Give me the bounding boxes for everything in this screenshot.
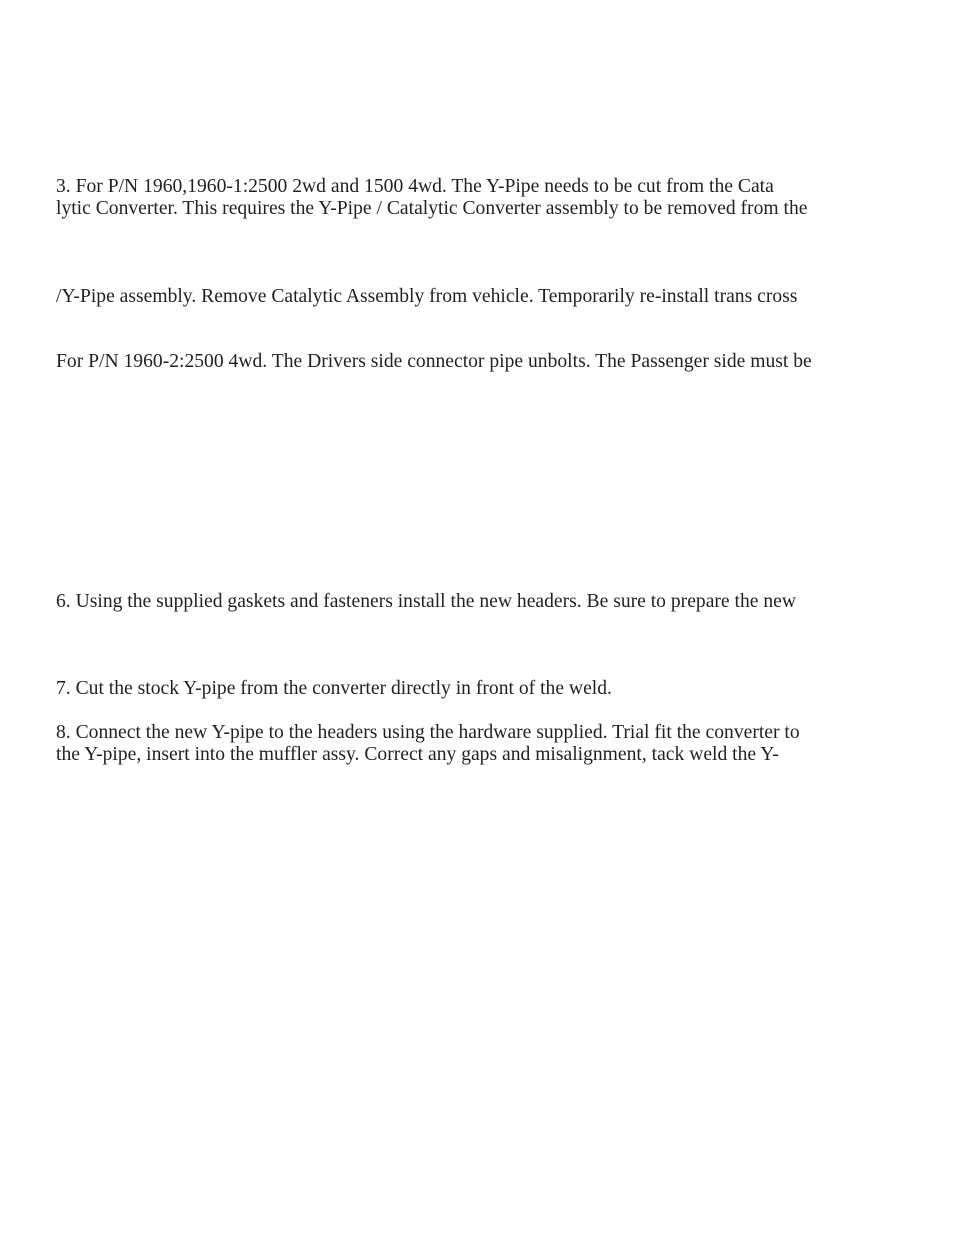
step-3-variant-line: For P/N 1960-2:2500 4wd. The Drivers side connector pipe unbolts. The Passenger side must be bbox=[56, 351, 812, 372]
step-3-line-2: lytic Converter. This requires the Y-Pipe / Catalytic Converter assembly to be removed from the bbox=[56, 198, 808, 219]
step-7-line: 7. Cut the stock Y-pipe from the converter directly in front of the weld. bbox=[56, 678, 612, 699]
step-6-line: 6. Using the supplied gaskets and fasteners install the new headers. Be sure to prepare the new bbox=[56, 591, 796, 612]
step-8-line-2: the Y-pipe, insert into the muffler assy. Correct any gaps and misalignment, tack weld the Y- bbox=[56, 744, 779, 765]
step-8-line-1: 8. Connect the new Y-pipe to the headers using the hardware supplied. Trial fit the converter to bbox=[56, 722, 800, 743]
step-3-line-3: /Y-Pipe assembly. Remove Catalytic Assembly from vehicle. Temporarily re-install trans cross bbox=[56, 286, 798, 307]
step-3-line-1: 3. For P/N 1960,1960-1:2500 2wd and 1500 4wd. The Y-Pipe needs to be cut from the Cata bbox=[56, 176, 774, 197]
